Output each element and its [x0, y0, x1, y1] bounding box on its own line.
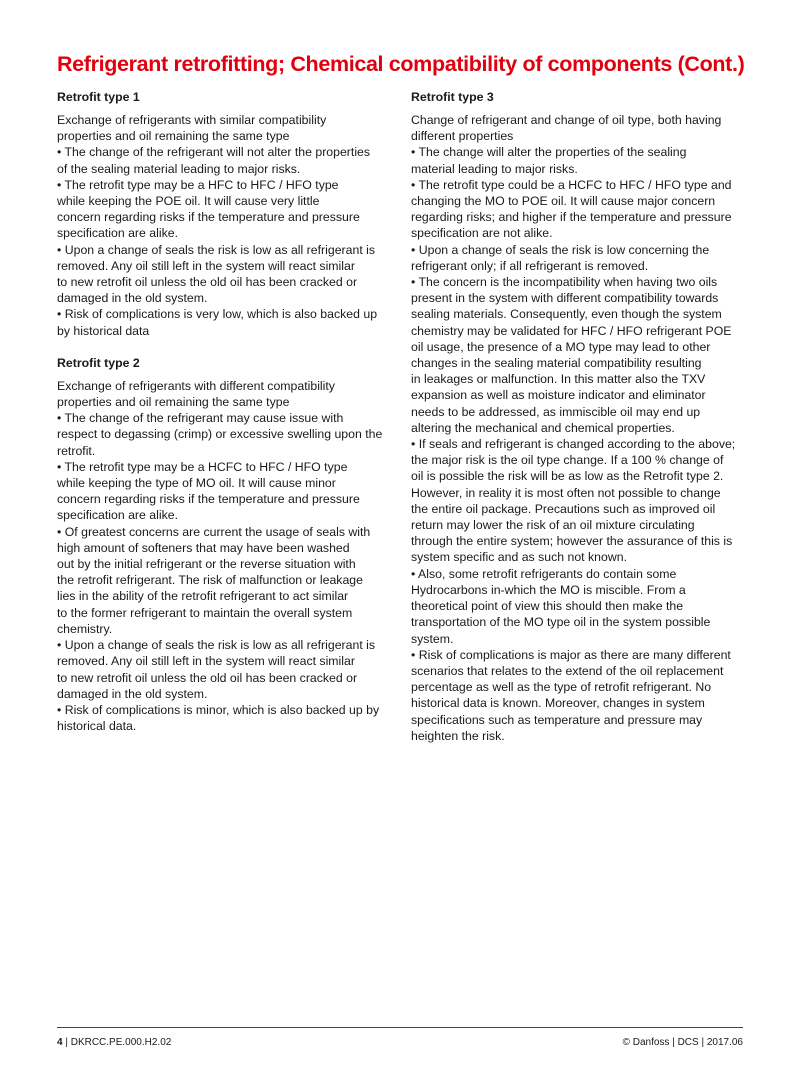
paragraph-line: oil is possible the risk will be as low as the Retrofit type 2.: [411, 469, 724, 484]
paragraph-line: • The retrofit type may be a HFC to HFC / HFO type: [57, 177, 339, 192]
paragraph-line: oil usage, the presence of a MO type may lead to other: [411, 339, 711, 354]
paragraph-line: to new retrofit oil unless the old oil has been cracked or: [57, 670, 358, 685]
paragraph-line: by historical data: [57, 323, 150, 338]
paragraph-line: • Risk of complications is very low, which is also backed up: [57, 307, 378, 322]
paragraph-line: specifications such as temperature and pressure may: [411, 712, 703, 727]
paragraph-line: percentage as well as the type of retrofit refrigerant. No: [411, 680, 712, 695]
paragraph-line: the entire oil package. Precautions such as improved oil: [411, 501, 716, 516]
footer-divider: [57, 1027, 743, 1028]
paragraph-line: Change of refrigerant and change of oil type, both having: [411, 113, 722, 127]
left-column: [57, 89, 395, 750]
paragraph-line: sealing materials. Consequently, even though the system: [411, 307, 722, 322]
paragraph-line: properties and oil remaining the same type: [57, 395, 290, 410]
paragraph-line: out by the initial refrigerant or the reverse situation with: [57, 557, 356, 572]
paragraph-line: • The change will alter the properties of the sealing: [411, 145, 687, 160]
paragraph-line: scenarios that relates to the extend of the oil replacement: [411, 663, 724, 678]
paragraph-line: refrigerant only; if all refrigerant is removed.: [411, 258, 649, 273]
paragraph-line: Exchange of refrigerants with different compatibility: [57, 378, 335, 393]
paragraph-line: theoretical point of view this should then make the: [411, 599, 684, 614]
paragraph-line: different properties: [411, 129, 514, 144]
paragraph-line: • The retrofit type could be a HCFC to HFC / HFO type and: [411, 177, 732, 192]
paragraph-line: specification are alike.: [57, 226, 178, 241]
right-column: [411, 89, 746, 760]
page-number: 4: [57, 1037, 63, 1048]
paragraph-line: chemistry may be validated for HFC / HFO refrigerant POE: [411, 323, 732, 338]
paragraph-line: properties and oil remaining the same type: [57, 129, 290, 144]
paragraph-line: system specific and as such not known.: [411, 550, 627, 565]
paragraph-line: regarding risks; and higher if the temperature and pressure: [411, 210, 732, 225]
footer-doc-info: [57, 1037, 171, 1048]
paragraph-line: concern regarding risks if the temperature and pressure: [57, 210, 360, 225]
paragraph-line: • The change of the refrigerant will not alter the properties: [57, 145, 371, 160]
paragraph-line: expansion as well as moisture indicator and eliminator: [411, 388, 706, 403]
paragraph-line: present in the system with different compatibility towards: [411, 291, 719, 306]
paragraph-line: high amount of softeners that may have been washed: [57, 540, 350, 555]
paragraph-line: • Upon a change of seals the risk is low concerning the: [411, 242, 710, 257]
paragraph-line: removed. Any oil still left in the system will react similar: [57, 654, 355, 669]
paragraph-line: while keeping the type of MO oil. It will cause minor: [57, 476, 336, 491]
paragraph-line: heighten the risk.: [411, 728, 505, 743]
paragraph-line: damaged in the old system.: [57, 686, 208, 701]
paragraph-line: • The concern is the incompatibility when having two oils: [411, 275, 718, 290]
paragraph-line: return may lower the risk of an oil mixture circulating: [411, 518, 695, 533]
paragraph-line: • Upon a change of seals the risk is low as all refrigerant is: [57, 638, 376, 653]
paragraph-line: specification are not alike.: [411, 226, 553, 241]
section-retrofit-type-1: [57, 89, 395, 339]
paragraph-line: retrofit.: [57, 443, 96, 458]
paragraph-line: historical data is known. Moreover, changes in system: [411, 696, 705, 711]
paragraph-line: • Risk of complications is major as there are many different: [411, 647, 731, 662]
paragraph-line: • If seals and refrigerant is changed according to the above;: [411, 437, 736, 452]
paragraph-line: material leading to major risks.: [411, 161, 578, 176]
page-title: Refrigerant retrofitting; Chemical compatibility of components (Cont.): [57, 52, 745, 76]
paragraph-line: while keeping the POE oil. It will cause very little: [57, 194, 320, 209]
paragraph-line: Hydrocarbons in-which the MO is miscible. From a: [411, 582, 686, 597]
paragraph-line: the retrofit refrigerant. The risk of malfunction or leakage: [57, 573, 363, 588]
paragraph-line: damaged in the old system.: [57, 291, 208, 306]
paragraph-line: • Risk of complications is minor, which is also backed up by: [57, 702, 380, 717]
paragraph-line: • The change of the refrigerant may cause issue with: [57, 411, 344, 426]
paragraph-line: • The retrofit type may be a HCFC to HFC / HFO type: [57, 459, 348, 474]
paragraph-line: the major risk is the oil type change. If a 100 % change of: [411, 453, 724, 468]
paragraph-line: respect to degassing (crimp) or excessive swelling upon the: [57, 427, 383, 442]
paragraph-line: in leakages or malfunction. In this matter also the TXV: [411, 372, 706, 387]
paragraph-line: However, in reality it is most often not possible to change: [411, 485, 721, 500]
paragraph-line: transportation of the MO type oil in the system possible: [411, 615, 711, 630]
paragraph-line: of the sealing material leading to major risks.: [57, 161, 301, 176]
paragraph-line: Exchange of refrigerants with similar compatibility: [57, 113, 327, 127]
paragraph-line: historical data.: [57, 719, 137, 734]
paragraph-line: concern regarding risks if the temperature and pressure: [57, 492, 360, 507]
paragraph-line: • Of greatest concerns are current the usage of seals with: [57, 524, 371, 539]
paragraph-line: to new retrofit oil unless the old oil has been cracked or: [57, 275, 358, 290]
paragraph-line: system.: [411, 631, 454, 646]
paragraph-line: altering the mechanical and chemical properties.: [411, 420, 675, 435]
paragraph-line: • Upon a change of seals the risk is low as all refrigerant is: [57, 242, 376, 257]
section-heading: Retrofit type 3: [411, 90, 494, 104]
footer-copyright: © Danfoss | DCS | 2017.06: [622, 1037, 743, 1048]
section-heading: Retrofit type 1: [57, 90, 140, 104]
paragraph-line: • Also, some retrofit refrigerants do contain some: [411, 566, 677, 581]
paragraph-line: changing the MO to POE oil. It will cause major concern: [411, 194, 716, 209]
paragraph-line: removed. Any oil still left in the system will react similar: [57, 258, 355, 273]
paragraph-line: specification are alike.: [57, 508, 178, 523]
paragraph-line: chemistry.: [57, 621, 113, 636]
paragraph-line: needs to be addressed, as immiscible oil may end up: [411, 404, 701, 419]
paragraph-line: to the former refrigerant to maintain the overall system: [57, 605, 353, 620]
document-code: | DKRCC.PE.000.H2.02: [62, 1037, 172, 1048]
section-retrofit-type-2: [57, 355, 395, 734]
paragraph-line: changes in the sealing material compatibility resulting: [411, 356, 702, 371]
section-retrofit-type-3: [411, 89, 746, 744]
section-heading: Retrofit type 2: [57, 355, 140, 370]
paragraph-line: through the entire system; however the assurance of this is: [411, 534, 733, 549]
paragraph-line: lies in the ability of the retrofit refrigerant to act similar: [57, 589, 349, 604]
